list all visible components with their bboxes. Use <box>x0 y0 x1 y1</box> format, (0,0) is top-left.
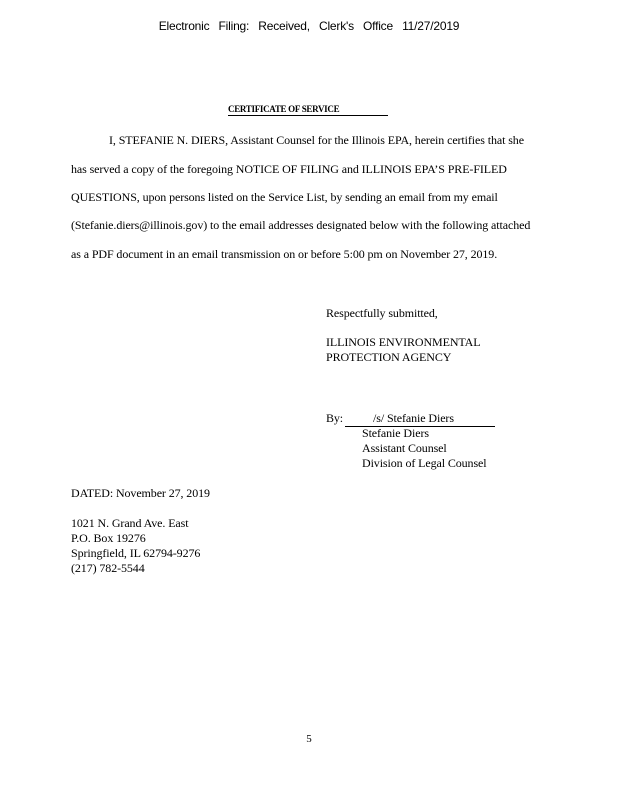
filing-status: Received, Clerk's Office <box>258 19 393 33</box>
dated-line: DATED: November 27, 2019 <box>71 486 210 500</box>
by-label: By: <box>326 411 344 425</box>
signature-line <box>345 411 495 427</box>
certificate-line-2: has served a copy of the foregoing NOTICE OF FILING and ILLINOIS EPA’S PRE-FILED <box>71 162 507 176</box>
filing-date: 11/27/2019 <box>402 19 460 33</box>
address-street: 1021 N. Grand Ave. East <box>71 516 189 530</box>
page-number: 5 <box>306 733 312 745</box>
certificate-line-4: (Stefanie.diers@illinois.gov) to the email addresses designated below with the following attached <box>71 218 531 232</box>
certificate-title: CERTIFICATE OF SERVICE <box>228 104 388 116</box>
address-phone: (217) 782-5544 <box>71 561 145 575</box>
agency-name-line-1: ILLINOIS ENVIRONMENTAL <box>326 335 481 349</box>
certificate-line-1: I, STEFANIE N. DIERS, Assistant Counsel for the Illinois EPA, herein certifies that she <box>109 133 524 147</box>
signature-block <box>326 411 495 427</box>
signer-title: Assistant Counsel <box>362 441 447 455</box>
agency-name-line-2: PROTECTION AGENCY <box>326 350 452 364</box>
address-po-box: P.O. Box 19276 <box>71 531 146 545</box>
filing-label: Electronic Filing: <box>158 19 250 33</box>
signer-division: Division of Legal Counsel <box>362 456 487 470</box>
closing-text: Respectfully submitted, <box>326 306 438 320</box>
signer-name: Stefanie Diers <box>362 426 429 440</box>
certificate-line-5: as a PDF document in an email transmission on or before 5:00 pm on November 27, 2019. <box>71 247 498 261</box>
electronic-filing-header <box>0 19 618 33</box>
address-city: Springfield, IL 62794-9276 <box>71 546 201 560</box>
electronic-signature: /s/ Stefanie Diers <box>373 411 454 425</box>
certificate-line-3: QUESTIONS, upon persons listed on the Service List, by sending an email from my email <box>71 190 498 204</box>
